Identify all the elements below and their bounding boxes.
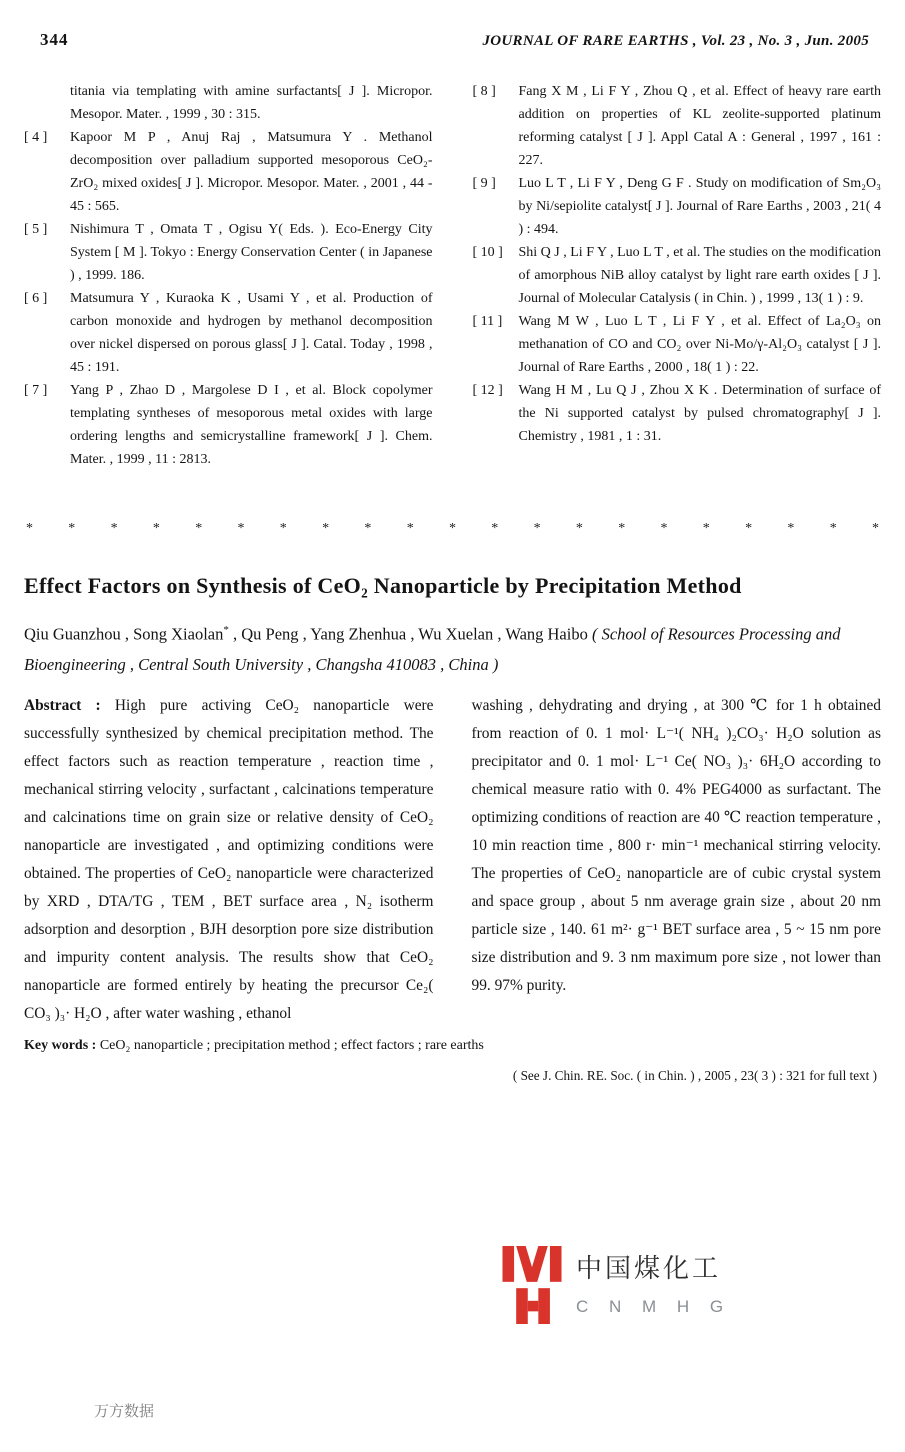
logo-en-name: C N M H G	[576, 1297, 732, 1316]
page-number: 344	[40, 30, 69, 49]
reference-item	[473, 379, 882, 448]
journal-header: JOURNAL OF RARE EARTHS , Vol. 23 , No. 3 , Jun. 2005	[482, 33, 869, 49]
authors-names: Qiu Guanzhou , Song Xiaolan	[24, 624, 224, 644]
reference-text: Luo L T , Li F Y , Deng G F . Study on modification of Sm₂O₃ by Ni/sepiolite catalyst[ J ]. Journal of Rare Earths , 2003 , 21( 4 ) : 494.	[518, 176, 881, 237]
asterisk-separator: * * * * * * * * * * * * * * * * * * * * *	[26, 521, 879, 536]
reference-number: [ 7 ]	[24, 383, 48, 398]
reference-number: [ 8 ]	[472, 84, 496, 99]
references-section	[24, 80, 881, 471]
abstract-column-right	[472, 692, 882, 1028]
article-title: Effect Factors on Synthesis of CeO₂ Nanoparticle by Precipitation Method	[24, 573, 742, 598]
reference-number: [ 12 ]	[472, 383, 503, 398]
reference-number: [ 10 ]	[472, 245, 503, 260]
reference-item	[24, 218, 433, 287]
reference-item	[473, 172, 882, 241]
wanfang-watermark: 万方数据	[94, 1404, 155, 1420]
reference-text: Wang H M , Lu Q J , Zhou X K . Determination of surface of the Ni supported catalyst by pulsed chromatography[ J ]. Chemistry , 1981 , 1 : 31.	[518, 383, 881, 444]
abstract-column-left	[24, 692, 434, 1028]
reference-number: [ 6 ]	[24, 291, 48, 306]
logo-cn-name: 中国煤化工	[576, 1253, 722, 1283]
reference-text: titania via templating with amine surfactants[ J ]. Micropor. Mesopor. Mater. , 1999 , 30 : 315.	[70, 84, 433, 122]
abstract-label: Abstract :	[24, 696, 101, 714]
reference-number: [ 5 ]	[24, 222, 48, 237]
reference-text: Matsumura Y , Kuraoka K , Usami Y , et al. Production of carbon monoxide and hydrogen by methanol decomposition over nickel dispersed on porous glass[ J ]. Catal. Today , 1998 , 45 : 191.	[70, 291, 433, 375]
authors-line	[24, 615, 881, 680]
abstract-text-right: washing , dehydrating and drying , at 300 ℃ for 1 h obtained from reaction of 0. 1 mol· L⁻¹( NH₄ )₂CO₃· H₂O solution as precipitator and 0. 1 mol· L⁻¹ Ce( NO₃ )₃· 6H₂O according to chemical measure ratio with 0. 4% PEG4000 as surfactant. The optimizing conditions of reaction are 40 ℃ reaction temperature , 10 min reaction time , 800 r· min⁻¹ mechanical stirring velocity. The properties of CeO₂ nanoparticle are of cubic crystal system and space group , about 5 nm average grain size , about 20 nm particle size , 140. 61 m²· g⁻¹ BET surface area , 5 ~ 15 nm pore size distribution and 9. 3 nm maximum pore size , not lower than 99. 97% purity.	[471, 696, 881, 994]
reference-item	[24, 287, 433, 379]
references-column-right	[473, 80, 882, 471]
abstract-text-left: High pure activing CeO₂ nanoparticle were successfully synthesized by chemical precipitation method. The effect factors such as reaction temperature , reaction time , mechanical stirring velocity , surfactant , calcinations temperature and calcinations time on grain size or relative density of CeO₂ nanoparticle are investigated , and optimizing conditions were obtained. The properties of CeO₂ nanoparticle were characterized by XRD , DTA/TG , TEM , BET surface area , N₂ isotherm adsorption and desorption , BJH desorption pore size distribution and impurity content analysis. The results show that CeO₂ nanoparticle are formed entirely by heating the precursor Ce₂( CO₃ )₃· H₂O , after water washing , ethanol	[24, 696, 434, 1022]
references-column-left	[24, 80, 433, 471]
reference-item	[24, 80, 433, 126]
reference-text: Fang X M , Li F Y , Zhou Q , et al. Effect of heavy rare earth addition on properties of KL zeolite-supported platinum reforming catalyst [ J ]. Appl Catal A : General , 1997 , 161 : 227.	[518, 84, 881, 168]
keywords-label: Key words :	[24, 1037, 97, 1053]
reference-text: Shi Q J , Li F Y , Luo L T , et al. The studies on the modification of amorphous NiB alloy catalyst by light rare earth oxides [ J ]. Journal of Molecular Catalysis ( in Chin. ) , 1999 , 13( 1 ) : 9.	[518, 245, 881, 306]
keywords-text: CeO₂ nanoparticle ; precipitation method ; effect factors ; rare earths	[96, 1037, 484, 1053]
logo-text-block	[576, 1246, 731, 1317]
reference-item	[24, 379, 433, 471]
reference-number: [ 11 ]	[472, 314, 503, 329]
reference-item	[473, 310, 882, 379]
reference-number: [ 9 ]	[472, 176, 496, 191]
authors-names-cont: , Qu Peng , Yang Zhenhua , Wu Xuelan , Wang Haibo	[228, 624, 592, 644]
reference-text: Nishimura T , Omata T , Ogisu Y( Eds. ). Eco-Energy City System [ M ]. Tokyo : Energy Conservation Center ( in Japanese ) , 1999. 186.	[70, 222, 433, 283]
reference-text: Wang M W , Luo L T , Li F Y , et al. Effect of La₂O₃ on methanation of CO and CO₂ over Ni-Mo/γ-Al₂O₃ catalyst [ J ]. Journal of Rare Earths , 2000 , 18( 1 ) : 22.	[518, 314, 881, 375]
affiliation: ( School of Resources Processing and Bioengineering , Central South University , Changsha 410083 , China )	[24, 624, 841, 674]
mh-monogram-icon	[502, 1246, 562, 1324]
reference-number: [ 4 ]	[24, 130, 48, 145]
abstract-section	[24, 692, 881, 1028]
page-header	[24, 30, 881, 50]
reference-text: Kapoor M P , Anuj Raj , Matsumura Y . Methanol decomposition over palladium supported mesoporous CeO₂-ZrO₂ mixed oxides[ J ]. Micropor. Mesopor. Mater. , 2001 , 44 - 45 : 565.	[70, 130, 433, 214]
fulltext-note: ( See J. Chin. RE. Soc. ( in Chin. ) , 2005 , 23( 3 ) : 321 for full text )	[512, 1067, 877, 1083]
keywords-line	[24, 1034, 881, 1058]
reference-item	[473, 80, 882, 172]
publisher-logo	[502, 1246, 731, 1324]
reference-item	[24, 126, 433, 218]
corresponding-author-marker: *	[223, 624, 229, 636]
reference-text: Yang P , Zhao D , Margolese D I , et al. Block copolymer templating syntheses of mesoporous metal oxides with large ordering lengths and semicrystalline framework[ J ]. Chem. Mater. , 1999 , 11 : 2813.	[70, 383, 433, 467]
reference-item	[473, 241, 882, 310]
